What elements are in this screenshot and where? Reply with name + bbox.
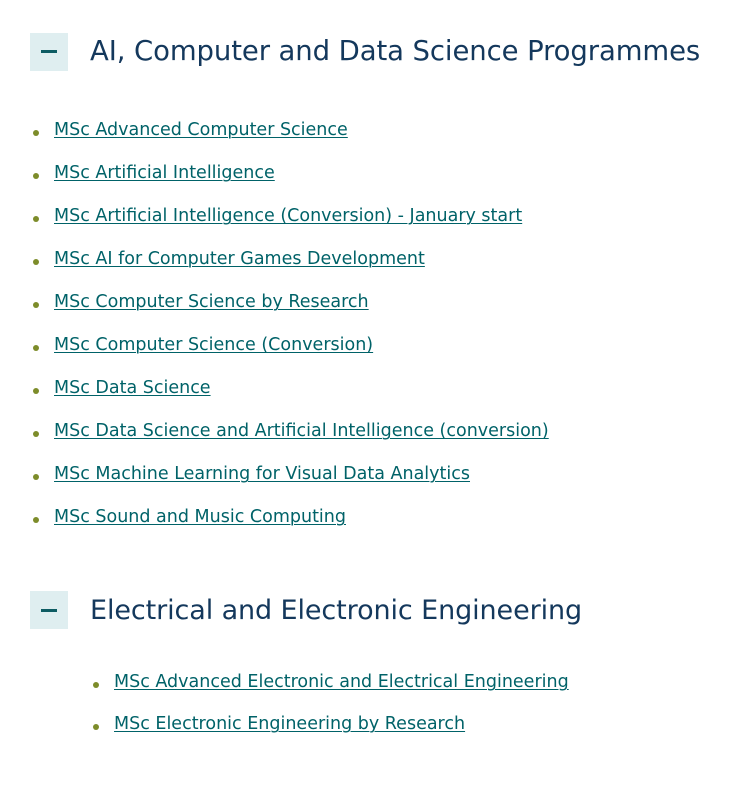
list-item	[30, 378, 742, 399]
minus-icon[interactable]	[30, 33, 68, 71]
programme-link[interactable]: MSc Sound and Music Computing	[54, 507, 346, 528]
programme-link[interactable]: MSc Data Science	[54, 378, 211, 399]
programme-link[interactable]: MSc Advanced Electronic and Electrical Engineering	[114, 672, 569, 693]
programme-link[interactable]: MSc Machine Learning for Visual Data Analytics	[54, 464, 470, 485]
section-title: AI, Computer and Data Science Programmes	[90, 34, 701, 67]
list-item	[30, 206, 742, 227]
programme-link[interactable]: MSc Artificial Intelligence (Conversion) - January start	[54, 206, 523, 227]
programme-link[interactable]: MSc Computer Science (Conversion)	[54, 335, 374, 356]
section-header-ai-computer-data-science[interactable]	[0, 13, 742, 90]
list-item	[30, 421, 742, 442]
programme-link[interactable]: MSc AI for Computer Games Development	[54, 249, 425, 270]
programme-list-electrical-electronic-engineering	[0, 672, 742, 735]
list-item	[30, 249, 742, 270]
programme-link[interactable]: MSc Data Science and Artificial Intelligence (conversion)	[54, 421, 549, 442]
programme-link[interactable]: MSc Computer Science by Research	[54, 292, 369, 313]
list-item	[30, 163, 742, 184]
programme-link[interactable]: MSc Advanced Computer Science	[54, 120, 348, 141]
list-item	[30, 292, 742, 313]
programmes-accordion-page	[0, 13, 742, 789]
minus-glyph	[41, 609, 57, 612]
list-item	[30, 120, 742, 141]
list-item	[90, 672, 742, 693]
minus-glyph	[41, 50, 57, 53]
programme-link[interactable]: MSc Electronic Engineering by Research	[114, 714, 466, 735]
minus-icon[interactable]	[30, 591, 68, 629]
section-title: Electrical and Electronic Engineering	[90, 594, 583, 626]
programme-link[interactable]: MSc Artificial Intelligence	[54, 163, 275, 184]
programme-list-ai-computer-data-science	[0, 120, 742, 528]
list-item	[30, 464, 742, 485]
list-item	[30, 507, 742, 528]
section-header-electrical-electronic-engineering[interactable]	[0, 572, 742, 648]
list-item	[90, 714, 742, 735]
list-item	[30, 335, 742, 356]
